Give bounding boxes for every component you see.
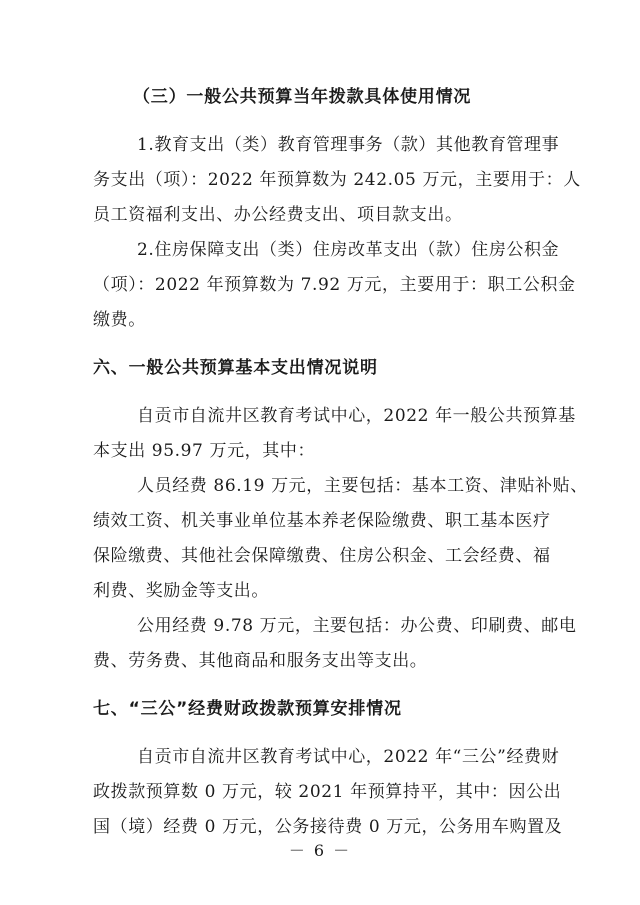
section-heading-6: 六、一般公共预算基本支出情况说明 — [93, 358, 378, 378]
paragraph-line: 公用经费 9.78 万元，主要包括：办公费、印刷费、邮电 — [137, 616, 577, 636]
page-number: － 6 － — [288, 841, 352, 860]
paragraph-line: 本支出 95.97 万元，其中： — [93, 441, 316, 461]
paragraph-line: 1.教育支出（类）教育管理事务（款）其他教育管理事 — [137, 135, 560, 155]
paragraph-line: 费、劳务费、其他商品和服务支出等支出。 — [93, 651, 428, 671]
paragraph-line: 保险缴费、其他社会保障缴费、住房公积金、工会经费、福 — [93, 546, 551, 566]
paragraph-line: 人员经费 86.19 万元，主要包括：基本工资、津贴补贴、 — [137, 476, 588, 496]
paragraph-line: 自贡市自流井区教育考试中心，2022 年“三公”经费财 — [137, 747, 560, 767]
subsection-heading-3: （三）一般公共预算当年拨款具体使用情况 — [133, 87, 472, 107]
paragraph-line: 绩效工资、机关事业单位基本养老保险缴费、职工基本医疗 — [93, 511, 551, 531]
paragraph-line: 利费、奖励金等支出。 — [93, 581, 269, 601]
section-heading-7: 七、“三公”经费财政拨款预算安排情况 — [93, 699, 402, 719]
paragraph-line: 务支出（项）：2022 年预算数为 242.05 万元，主要用于：人 — [93, 170, 581, 190]
paragraph-line: 员工资福利支出、办公经费支出、项目款支出。 — [93, 205, 463, 225]
paragraph-line: （项）：2022 年预算数为 7.92 万元，主要用于：职工公积金 — [93, 275, 576, 295]
paragraph-line: 自贡市自流井区教育考试中心，2022 年一般公共预算基 — [137, 406, 576, 426]
paragraph-line: 国（境）经费 0 万元，公务接待费 0 万元，公务用车购置及 — [93, 817, 563, 837]
paragraph-line: 2.住房保障支出（类）住房改革支出（款）住房公积金 — [137, 240, 560, 260]
paragraph-line: 政拨款预算数 0 万元，较 2021 年预算持平，其中：因公出 — [93, 782, 562, 802]
paragraph-line: 缴费。 — [93, 310, 146, 330]
